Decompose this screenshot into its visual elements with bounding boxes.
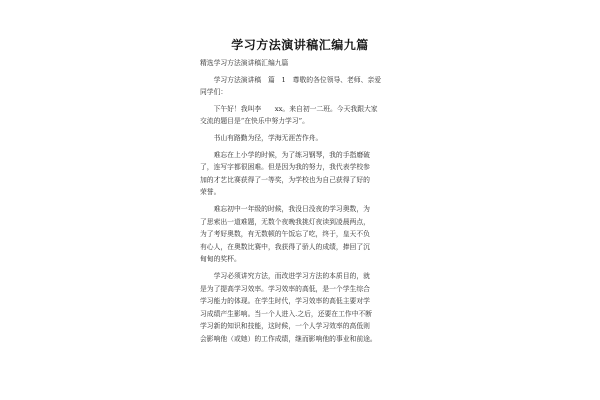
text-line: 书山有路勤为径，学海无涯苦作舟。 [200,133,323,142]
document-title: 学习方法演讲稿汇编九篇 [231,38,369,52]
document-subtitle: 精选学习方法演讲稿汇编九篇 [200,59,289,67]
paragraph-list [200,74,405,346]
document-body [200,57,405,345]
text-line: 下午好！我叫李 xx。来自初一二班。今天我跟大家 [200,104,378,113]
text-line: 学习能力的体现。在学生时代，学习效率的高低主要对学 [200,297,370,306]
text-line: 荣誉。 [200,188,221,197]
text-line: 学习必须讲究方法，而改进学习方法的本质目的，就 [200,271,370,280]
paragraph [200,74,405,99]
text-line: 为了考好奥数，有无数顿的午饭忘了吃，终于，皇天不负 [200,230,370,239]
text-line: 习成绩产生影响。当一个人进入.之后，还要在工作中不断 [200,309,373,318]
text-line: 是为了提高学习效率。学习效率的高低，是一个学生综合 [200,284,370,293]
paragraph [200,270,405,346]
text-line: 同学们： [200,88,228,97]
text-line: 甸甸的奖杯。 [200,255,241,264]
text-line: 难忘初中一年级的时候，我没日没夜的学习奥数，为 [200,204,370,213]
text-line: 学习方法演讲稿 篇 1 尊敬的各位领导、老师、亲爱 [200,75,382,84]
text-line: 了思索出一道难题，无数个夜晚我挑灯夜读到凌晨两点， [200,217,370,226]
paragraph [200,203,405,266]
paragraph [200,132,405,145]
text-line: 了，连写字都很困难。但是因为我的努力，我代表学校参 [200,163,370,172]
text-line: 会影响他（或她）的工作成绩，继而影响他的事业和前途。 [200,334,377,343]
paragraph [200,103,405,128]
text-line: 加的才艺比赛获得了一等奖，为学校也为自己获得了好的 [200,175,370,184]
text-line: 难忘在上小学的时候，为了练习钢琴，我的手指磨破 [200,150,370,159]
paragraph [200,149,405,199]
text-line: 学习新的知识和技能，这时候，一个人学习效率的高低则 [200,322,370,331]
text-line: 交流的题目是“在快乐中努力学习”。 [200,117,309,126]
text-line: 有心人，在奥数比赛中，我获得了骄人的成绩，捧回了沉 [200,242,370,251]
